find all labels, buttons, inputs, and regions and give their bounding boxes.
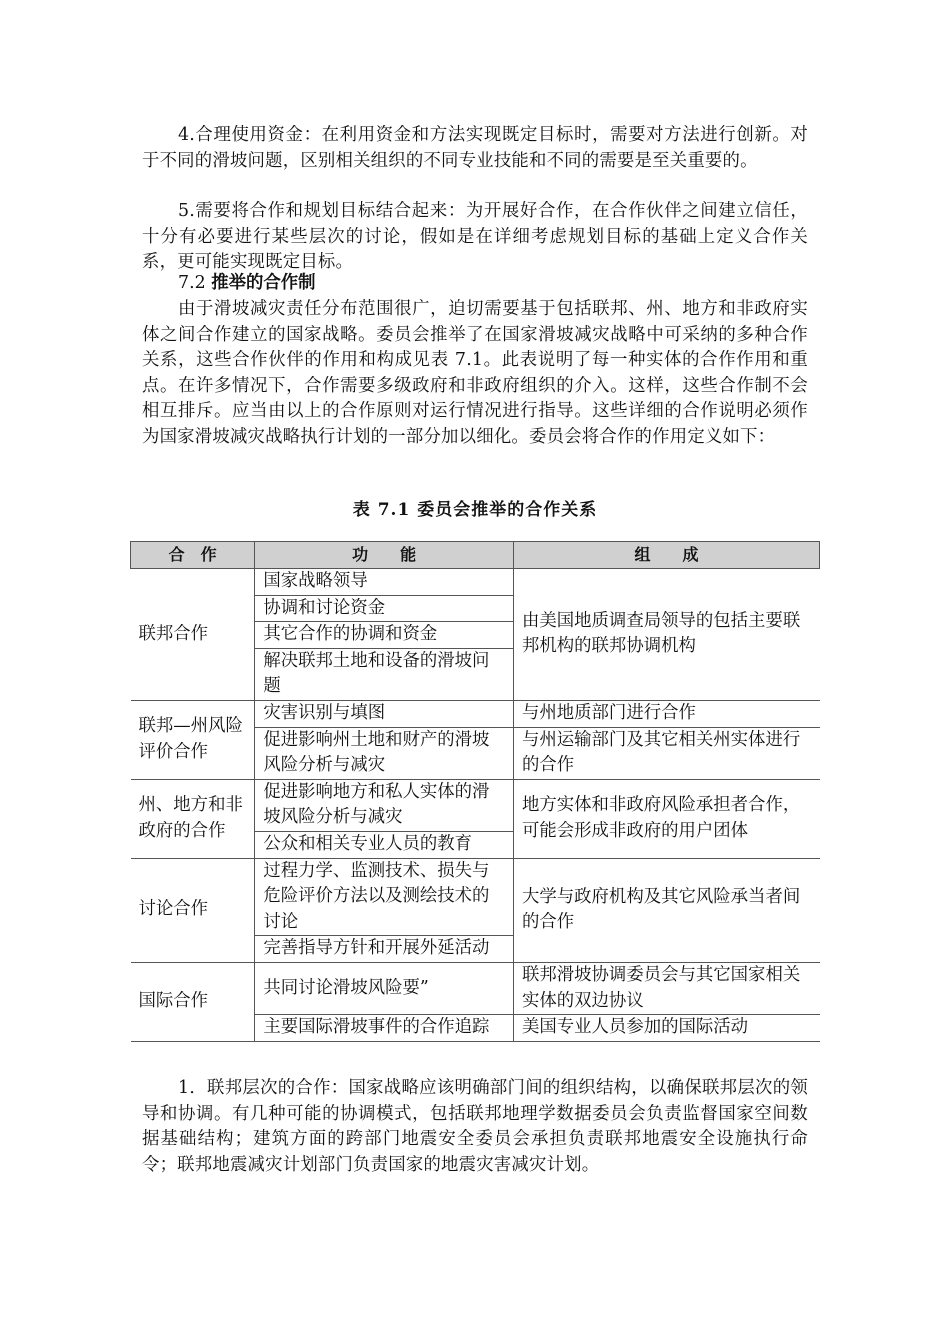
composition-cell: 与州运输部门及其它相关州实体进行的合作 (513, 727, 819, 779)
table-row (131, 700, 820, 727)
function-cell: 促进影响地方和私人实体的滑坡风险分析与减灾 (255, 779, 514, 831)
paragraph-item-4: 4.合理使用资金：在利用资金和方法实现既定目标时，需要对方法进行创新。对于不同的滑坡问题，区别相关组织的不同专业技能和不同的需要是至关重要的。 (142, 125, 808, 171)
federal-cooperation-paragraph: 1．联邦层次的合作：国家战略应该明确部门间的组织结构，以确保联邦层次的领导和协调。有几种可能的协调模式，包括联邦地理学数据委员会负责监督国家空间数据基础结构；建筑方面的跨部门地震安全委员会承担负责联邦地震安全设施执行命令；联邦地震减灾计划部门负责国家的地震灾害减灾计划。 (142, 1078, 808, 1175)
partner-cell: 讨论合作 (131, 858, 255, 962)
function-cell: 其它合作的协调和资金 (255, 622, 514, 649)
table-row (131, 569, 820, 596)
paragraph-item-5: 5.需要将合作和规划目标结合起来：为开展好合作，在合作伙伴之间建立信任，十分有必要进行某些层次的讨论，假如是在详细考虑规划目标的基础上定义合作关系，更可能实现既定目标。 (142, 201, 808, 273)
function-cell: 完善指导方针和开展外延活动 (255, 936, 514, 963)
function-cell: 国家战略领导 (255, 569, 514, 596)
intro-paragraph: 由于滑坡减灾责任分布范围很广，迫切需要基于包括联邦、州、地方和非政府实体之间合作建立的国家战略。委员会推举了在国家滑坡减灾战略中可采纳的多种合作关系，这些合作伙伴的作用和构成见表 7.1。此表说明了每一种实体的合作作用和重点。在许多情况下，合作需要多级政府和非政府组织的介入。这样，这些合作制不会相互排斥。应当由以上的合作原则对运行情况进行指导。这些详细的合作说明必须作为国家滑坡减灾战略执行计划的一部分加以细化。委员会将合作的作用定义如下： (142, 299, 808, 447)
partnership-table (130, 541, 820, 1042)
header-partner: 合 作 (131, 542, 255, 569)
composition-cell: 与州地质部门进行合作 (513, 700, 819, 727)
partner-cell: 联邦合作 (131, 569, 255, 701)
section-number: 7.2 (178, 273, 206, 293)
section-title: 推举的合作制 (211, 273, 316, 293)
function-cell: 灾害识别与填图 (255, 700, 514, 727)
composition-cell: 地方实体和非政府风险承担者合作，可能会形成非政府的用户团体 (513, 779, 819, 858)
table-row (131, 779, 820, 831)
composition-cell: 大学与政府机构及其它风险承当者间的合作 (513, 858, 819, 962)
header-function: 功 能 (255, 542, 514, 569)
section-heading (178, 271, 316, 297)
table-header-row (131, 542, 820, 569)
function-cell: 促进影响州土地和财产的滑坡风险分析与减灾 (255, 727, 514, 779)
table-row (131, 962, 820, 1014)
composition-cell: 由美国地质调查局领导的包括主要联邦机构的联邦协调机构 (513, 569, 819, 701)
partner-cell: 国际合作 (131, 962, 255, 1041)
partner-cell: 州、地方和非政府的合作 (131, 779, 255, 858)
function-cell: 公众和相关专业人员的教育 (255, 831, 514, 858)
composition-cell: 美国专业人员参加的国际活动 (513, 1015, 819, 1042)
composition-cell: 联邦滑坡协调委员会与其它国家相关实体的双边协议 (513, 962, 819, 1014)
function-cell: 过程力学、监测技术、损失与危险评价方法以及测绘技术的讨论 (255, 858, 514, 936)
function-cell: 主要国际滑坡事件的合作追踪 (255, 1015, 514, 1042)
function-cell: 协调和讨论资金 (255, 595, 514, 622)
partner-cell: 联邦—州风险评价合作 (131, 700, 255, 779)
header-composition: 组 成 (513, 542, 819, 569)
function-cell: 共同讨论滑坡风险要” (255, 962, 514, 1014)
table-row (131, 858, 820, 936)
table-caption: 表 7.1 委员会推举的合作关系 (352, 500, 598, 520)
function-cell: 解决联邦土地和设备的滑坡问题 (255, 648, 514, 700)
